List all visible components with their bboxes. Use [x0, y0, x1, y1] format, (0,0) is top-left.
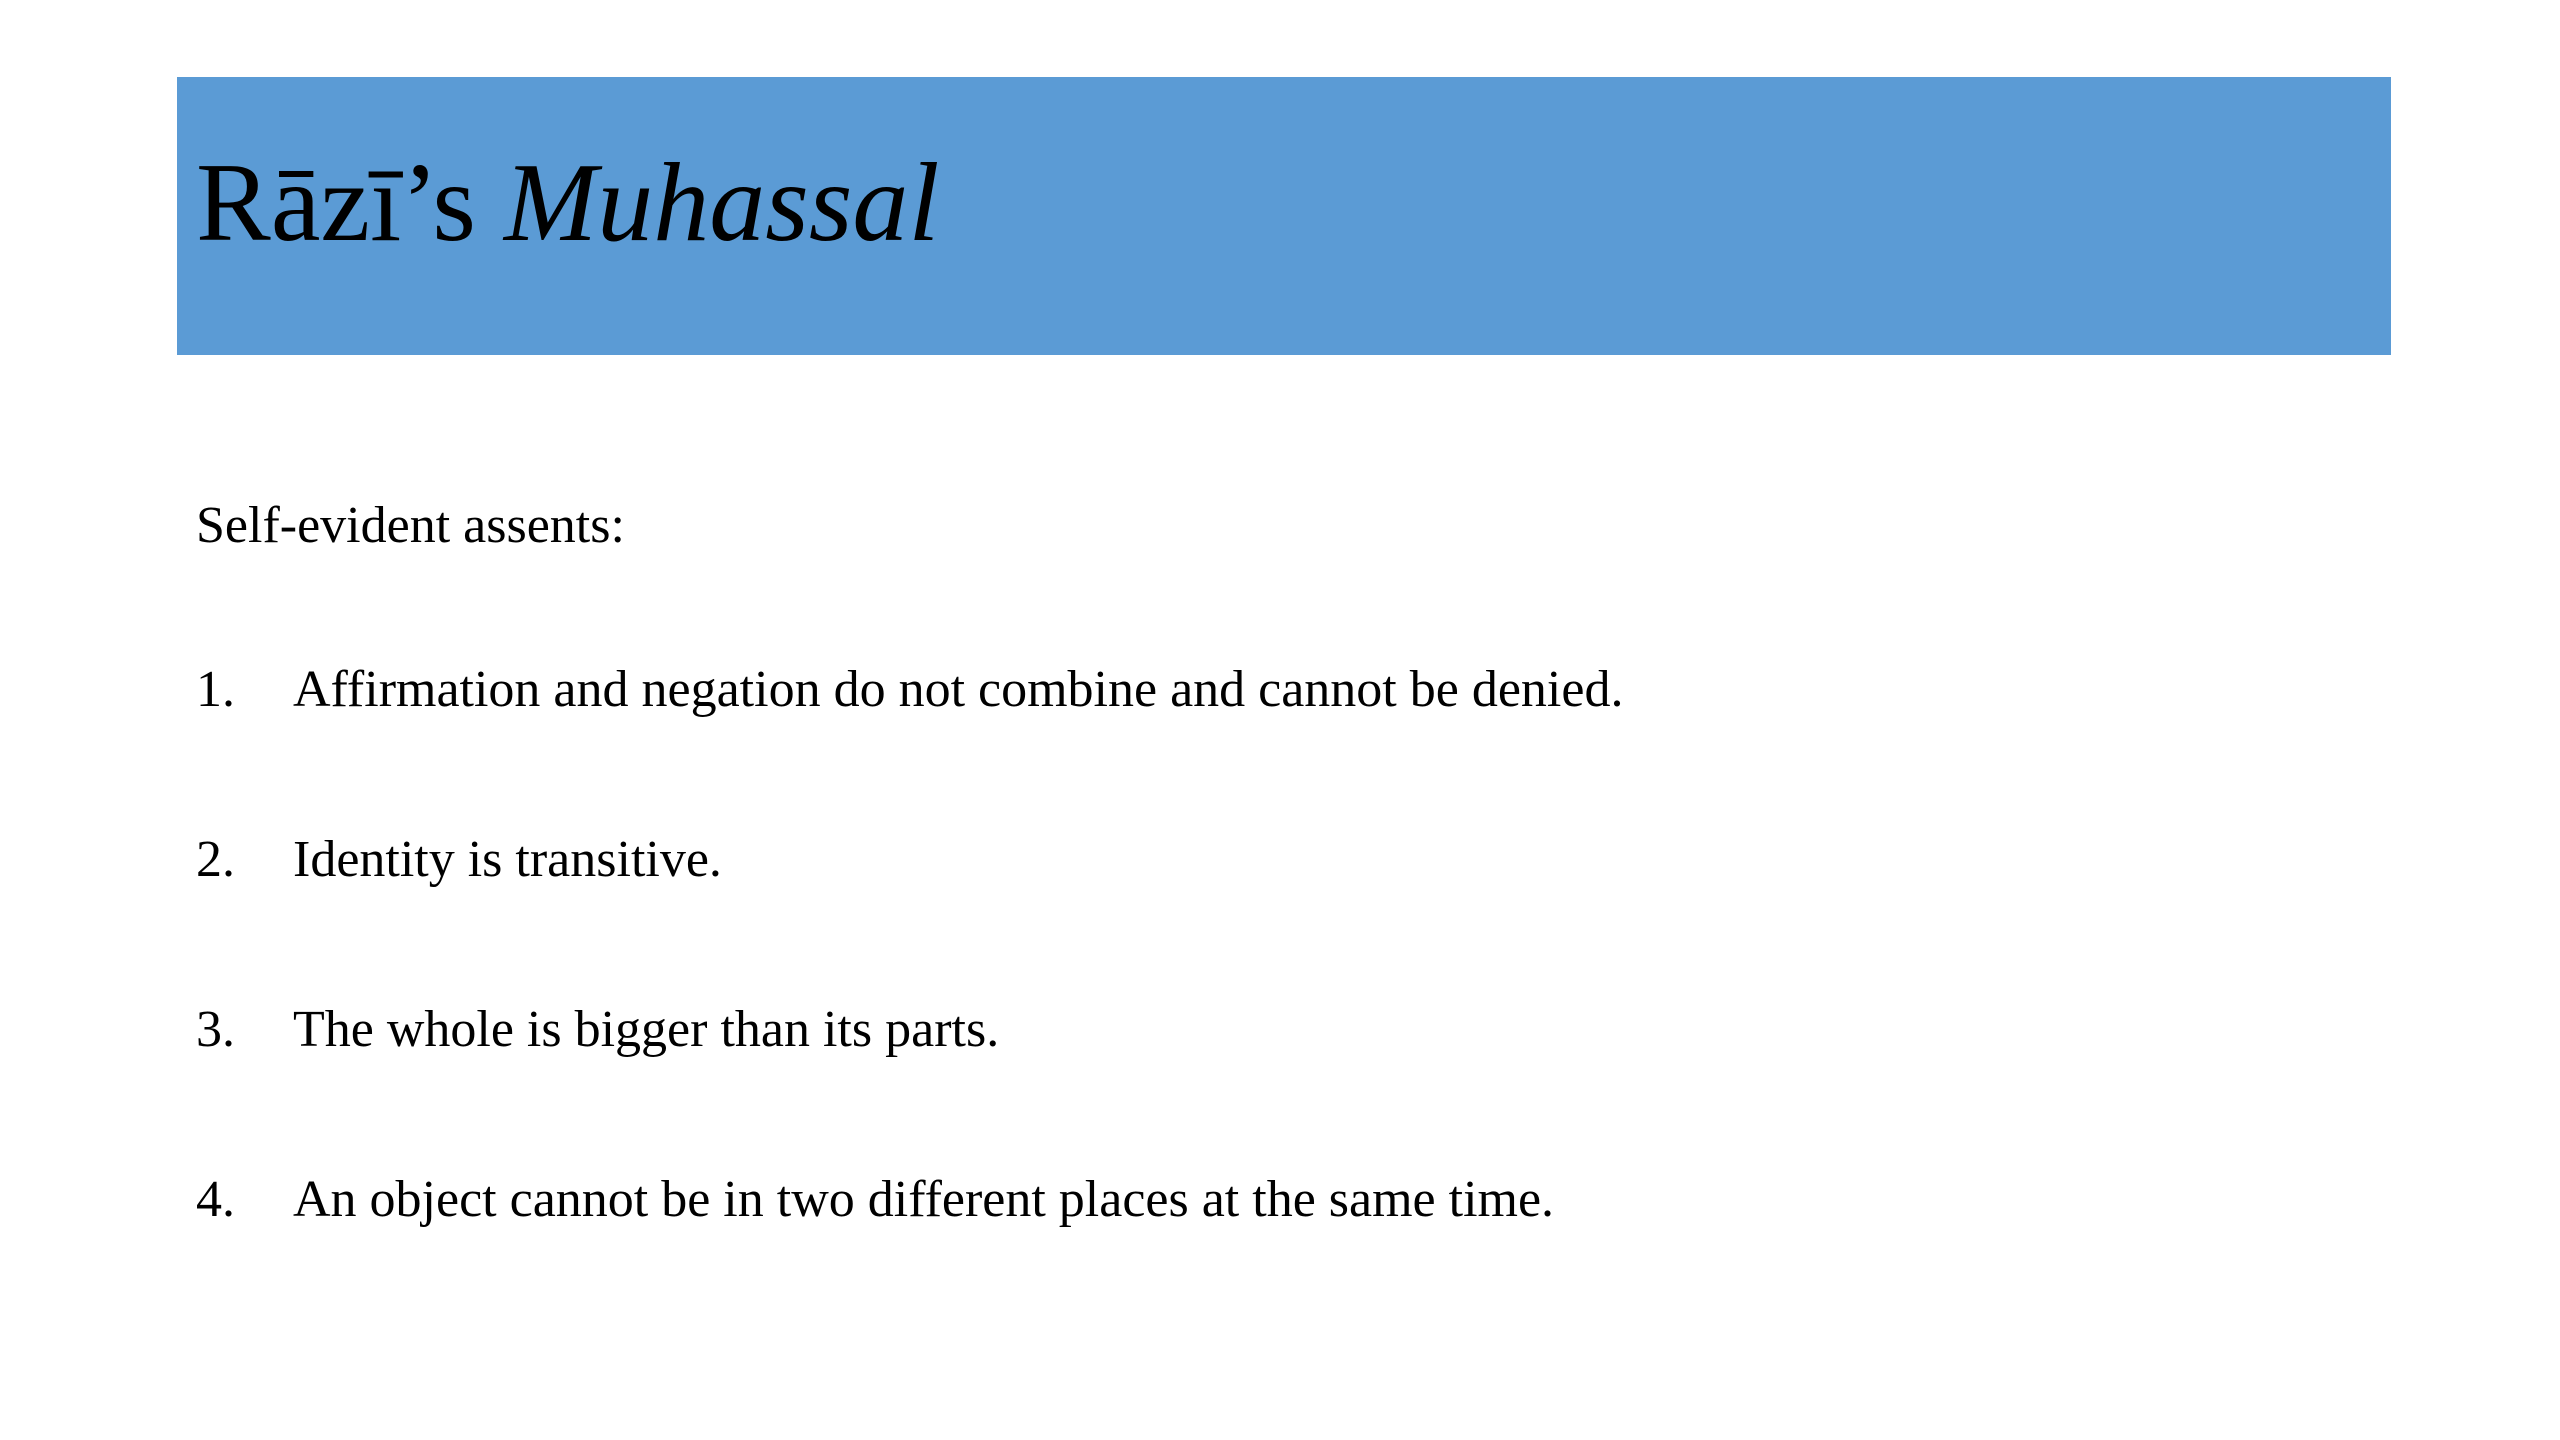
- list-item-number: 2.: [196, 831, 235, 888]
- list-item-number: 4.: [196, 1171, 235, 1228]
- slide-title: [196, 141, 940, 265]
- intro-text: Self-evident assents:: [196, 497, 625, 554]
- list-item-text: The whole is bigger than its parts.: [293, 1001, 1000, 1058]
- list-item-number: 1.: [196, 661, 235, 718]
- list-item-text: An object cannot be in two different places at the same time.: [293, 1171, 1555, 1228]
- title-emphasis: Muhassal: [503, 141, 940, 265]
- slide-body: [196, 495, 2346, 1228]
- list-item-text: Affirmation and negation do not combine and cannot be denied.: [293, 661, 1624, 718]
- title-main: Rāzī’s: [196, 141, 504, 265]
- title-banner: [177, 77, 2391, 355]
- list-item-text: Identity is transitive.: [293, 831, 722, 888]
- list-item-number: 3.: [196, 1001, 235, 1058]
